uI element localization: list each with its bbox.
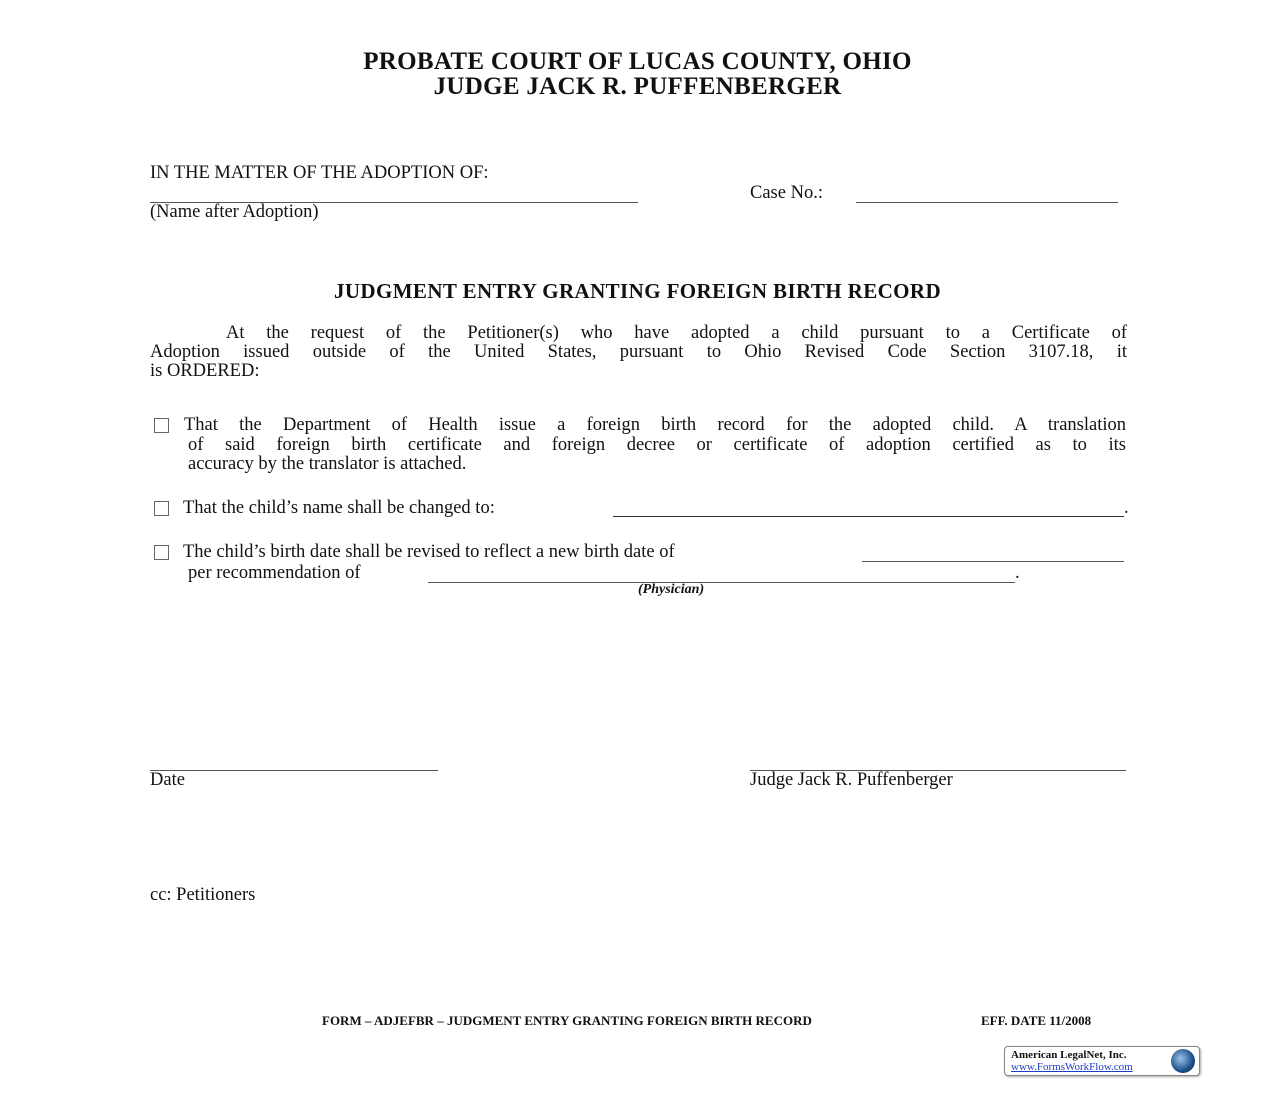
document-title: JUDGMENT ENTRY GRANTING FOREIGN BIRTH RECORD: [333, 279, 942, 303]
cc-line: cc: Petitioners: [150, 885, 256, 905]
new-birth-date-field[interactable]: [862, 561, 1124, 562]
checkbox-birth-date[interactable]: [154, 545, 169, 560]
item2-period: .: [1124, 498, 1129, 518]
date-signature-line[interactable]: [150, 770, 438, 771]
checkbox-foreign-birth-record[interactable]: [154, 418, 169, 433]
item1-line-3: accuracy by the translator is attached.: [188, 454, 467, 474]
intro-line-1: At the request of the Petitioner(s) who have adopted a child pursuant to a Certificate of: [226, 323, 1127, 343]
american-legalnet-logo[interactable]: [1004, 1046, 1200, 1076]
item3-line-2: per recommendation of: [188, 563, 361, 583]
court-name: PROBATE COURT OF LUCAS COUNTY, OHIO: [363, 48, 912, 75]
item2-text: That the child’s name shall be changed to:: [183, 498, 495, 518]
globe-icon: [1171, 1049, 1195, 1073]
physician-label: (Physician): [638, 582, 705, 597]
new-name-field[interactable]: [613, 516, 1124, 517]
matter-label: IN THE MATTER OF THE ADOPTION OF:: [150, 163, 489, 183]
name-after-adoption-label: (Name after Adoption): [150, 202, 319, 222]
intro-line-2: Adoption issued outside of the United States, pursuant to Ohio Revised Code Section 3107.18, it: [150, 342, 1127, 362]
physician-field[interactable]: [428, 582, 1015, 583]
item1-line-1: That the Department of Health issue a foreign birth record for the adopted child. A translation: [184, 415, 1126, 435]
case-number-field[interactable]: [856, 202, 1118, 203]
judge-name-header: JUDGE JACK R. PUFFENBERGER: [433, 73, 842, 100]
footer-form-id: FORM – ADJEFBR – JUDGMENT ENTRY GRANTING FOREIGN BIRTH RECORD: [322, 1013, 812, 1028]
item1-line-2: of said foreign birth certificate and foreign decree or certificate of adoption certified as to its: [188, 435, 1126, 455]
item3-line-1: The child’s birth date shall be revised to reflect a new birth date of: [183, 542, 675, 562]
checkbox-name-change[interactable]: [154, 501, 169, 516]
date-label: Date: [150, 770, 185, 790]
judge-signature-label: Judge Jack R. Puffenberger: [750, 770, 953, 790]
footer-eff-date: EFF. DATE 11/2008: [981, 1013, 1092, 1028]
intro-line-3: is ORDERED:: [150, 361, 260, 381]
logo-company-name: American LegalNet, Inc.: [1011, 1049, 1127, 1061]
logo-url-link[interactable]: www.FormsWorkFlow.com: [1011, 1061, 1133, 1073]
item3-period: .: [1015, 563, 1020, 583]
case-number-label: Case No.:: [750, 183, 823, 203]
